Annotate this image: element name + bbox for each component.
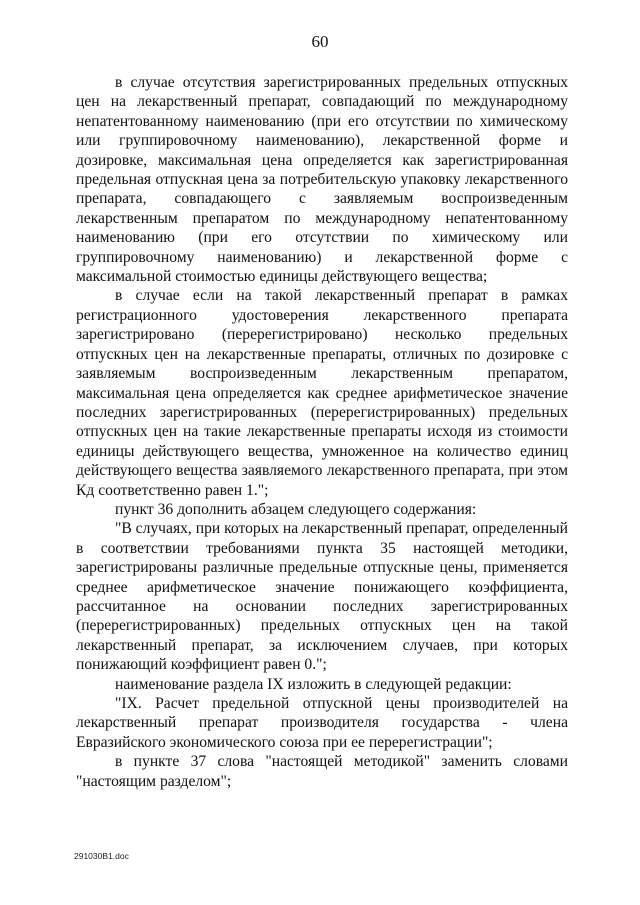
footer-file-code: 291030B1.doc (74, 851, 129, 861)
page-number: 60 (311, 32, 329, 51)
paragraph: наименование раздела IX изложить в следующей редакции: (115, 675, 512, 693)
document-body (76, 73, 568, 791)
paragraph: пункт 36 дополнить абзацем следующего содержания: (115, 500, 477, 518)
paragraph: "В случаях, при которых на лекарственный препарат, определенный в соответствии требованиями пункта 35 настоящей методики, зарегистрированы различные предельные отпускные цены, применяется среднее арифметическое значение понижающего коэффициента, рассчитанное на основании последних зарегистрированных (перерегистрированных) предельных отпускных цен на такой лекарственный препарат, за исключением случаев, при которых понижающий коэффициент равен 0."; (76, 520, 568, 674)
paragraph: "IX. Расчет предельной отпускной цены производителей на лекарственный препарат производителя государства - члена Евразийского экономического союза при ее перерегистрации"; (76, 695, 568, 751)
paragraph: в случае если на такой лекарственный препарат в рамках регистрационного удостоверения лекарственного препарата зарегистрировано (перерегистрировано) несколько предельных отпускных цен на лекарственные препараты, отличных по дозировке с заявляемым воспроизведенным лекарственным препаратом, максимальная цена определяется как среднее арифметическое значение последних зарегистрированных (перерегистрированных) предельных отпускных цен на такие лекарственные препараты исходя из стоимости единицы действующего вещества, умноженное на количество единиц действующего вещества заявляемого лекарственного препарата, при этом Кд соответственно равен 1."; (76, 287, 568, 499)
paragraph: в пункте 37 слова "настоящей методикой" заменить словами "настоящим разделом"; (76, 753, 568, 790)
paragraph: в случае отсутствия зарегистрированных предельных отпускных цен на лекарственный препарат, совпадающий по международному непатентованному наименованию (при его отсутствии по химическому или группировочному наименованию), лекарственной форме и дозировке, максимальная цена определяется как зарегистрированная предельная отпускная цена за потребительскую упаковку лекарственного препарата, совпадающего с заявляемым воспроизведенным лекарственным препаратом по международному непатентованному наименованию (при его отсутствии по химическому или группировочному наименованию) и лекарственной форме с максимальной стоимостью единицы действующего вещества; (76, 74, 568, 286)
